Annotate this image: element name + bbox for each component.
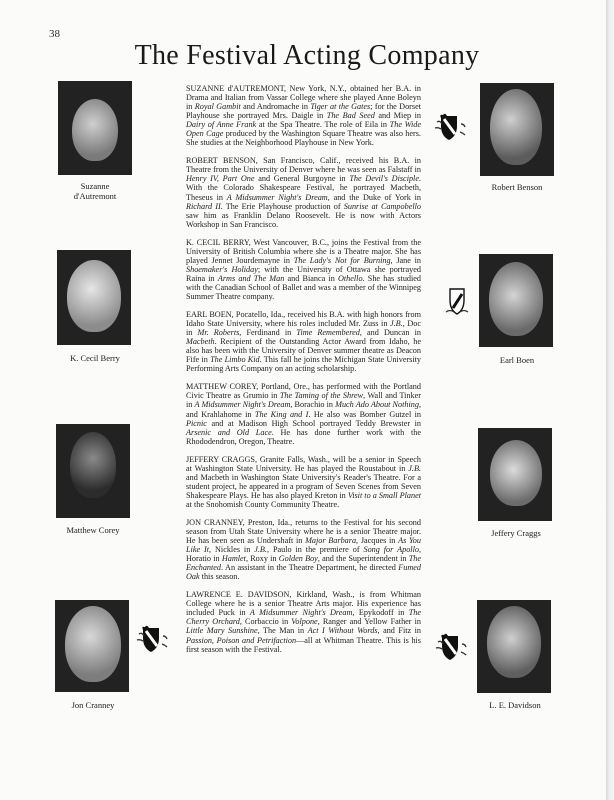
- play-title: A Midsummer Night's Dream: [226, 192, 328, 202]
- play-title: The Lady's Not for Burning: [293, 255, 391, 265]
- play-title: The Bad Seed: [326, 111, 375, 121]
- bio-text: . An assistant in the Theatre Department, he directed: [221, 563, 399, 573]
- play-title: Act I Without Words: [307, 626, 378, 636]
- bio-suzanne-dautremont: [186, 84, 421, 147]
- actor-bios: [186, 84, 421, 663]
- bio-text: , Jacques in: [356, 536, 399, 546]
- play-title: Hamlet: [221, 554, 246, 564]
- bio-text: . The Erie Playhouse production of: [220, 201, 344, 211]
- caption-l-e-davidson: L. E. Davidson: [489, 700, 541, 710]
- play-title: Much Ado About Nothing: [335, 400, 419, 410]
- bio-text: , Roxy in: [245, 554, 279, 564]
- play-title: Tiger at the Gates: [310, 102, 371, 112]
- bio-earl-boen: [186, 310, 421, 373]
- play-title: A Midsummer Night's Dream: [194, 400, 291, 410]
- play-title: Time Remembered: [296, 328, 360, 338]
- play-title: As You Like It: [186, 536, 421, 555]
- caption-jeffery-craggs: Jeffery Craggs: [491, 528, 541, 538]
- play-title: Arms and The Man: [217, 273, 285, 283]
- play-title: Major Barbara: [305, 536, 357, 546]
- play-title: The Wide Open Cage: [186, 120, 421, 139]
- shakespeare-crest-icon: [440, 286, 474, 316]
- bio-text: this season.: [199, 572, 240, 582]
- bio-text: produced by the Washington Square Theatre was also hers. She studies at the Neighborhood Playhouse in New York.: [186, 129, 421, 148]
- bio-text: EARL BOEN, Pocatello, Ida., received his B.A. with high honors from Idaho State University, where his roles included Mr. Zuss in: [186, 310, 421, 329]
- page-edge-shadow: [606, 0, 614, 800]
- bio-text: and Macbeth in Washington State University's Reader's Theatre. For a student project, he appeared in a program of Seven Scenes from Seven Shakespeare Plays. He has also played Kreton in: [186, 472, 421, 500]
- play-title: Othello: [337, 273, 363, 283]
- play-title: J.B.: [408, 463, 421, 473]
- play-title: Dairy of Anne Frank: [186, 120, 257, 130]
- bio-jeffery-craggs: [186, 455, 421, 509]
- bio-text: and Bianca in: [284, 273, 338, 283]
- caption-k-cecil-berry: K. Cecil Berry: [70, 353, 120, 363]
- bio-text: , Corbaccio in: [239, 617, 292, 627]
- bio-text: SUZANNE d'AUTREMONT, New York, N.Y., obtained her B.A. in Drama and Italian from Vassar College where she played Anne Boleyn in: [186, 84, 421, 112]
- bio-text: , and the Superintendent in: [317, 554, 409, 564]
- play-title: The Enchanted: [186, 554, 421, 573]
- photo-k-cecil-berry: [57, 250, 131, 345]
- bio-text: ; for the Dorset Playhouse she portrayed Mrs. Daigle in: [186, 102, 421, 121]
- play-title: Macbeth: [186, 337, 215, 347]
- bio-text: , and Fitz in: [377, 626, 421, 636]
- bio-text: , Epykodoff in: [352, 608, 409, 618]
- bio-text: K. CECIL BERRY, West Vancouver, B.C., joins the Festival from the University of British Columbia where she is a Theatre major. She has played Jennet Jourdemayne in: [186, 237, 421, 265]
- play-title: Royal Gambit: [194, 102, 241, 112]
- play-title: The King and I: [254, 409, 309, 419]
- bio-text: at the Spa Theatre. The role of Eila in: [256, 120, 390, 130]
- caption-robert-benson: Robert Benson: [491, 182, 543, 192]
- play-title: Henry IV, Part One: [186, 174, 255, 184]
- bio-text: . She has studied with the Canadian School of Ballet and was a member of the Winnipeg Summer Theatre company.: [186, 273, 422, 301]
- play-title: Little Mary Sunshine: [186, 626, 258, 636]
- bio-text: ROBERT BENSON, San Francisco, Calif., received his B.A. in Theatre from the University of Denver where he was seen as Falstaff in: [186, 156, 421, 175]
- play-title: Passion, Poison and Petrifaction: [186, 635, 297, 645]
- shakespeare-crest-icon: [433, 112, 467, 142]
- photo-matthew-corey: [56, 424, 130, 518]
- bio-text: . He also was Bomber Gutzel in: [308, 409, 422, 419]
- bio-text: , Wall and Tinker in: [186, 391, 421, 410]
- play-title: The Taming of the Shrew: [279, 391, 364, 401]
- play-title: Fumed Oak: [186, 563, 421, 582]
- play-title: The Cherry Orchard: [186, 608, 421, 627]
- shakespeare-crest-icon: [434, 632, 468, 662]
- bio-text: . With the Colorado Shakespeare Festival, he portrayed Macbeth, Theseus in: [186, 174, 422, 202]
- play-title: A Midsummer Night's Dream: [249, 608, 353, 618]
- bio-text: . He has done further work with the Rhododendron, Oregon, Theatre.: [186, 427, 421, 446]
- photo-robert-benson: [480, 83, 554, 176]
- bio-text: MATTHEW COREY, Portland, Ore., has performed with the Portland Civic Theatre as Grumio in: [186, 382, 421, 401]
- bio-robert-benson: [186, 156, 421, 228]
- bio-text: , Horatio in: [186, 545, 421, 564]
- play-title: Shoemaker's Holiday: [186, 264, 258, 274]
- bio-text: , and Duncan in: [359, 328, 421, 338]
- bio-jon-cranney: [186, 518, 421, 581]
- photo-l-e-davidson: [477, 600, 551, 693]
- play-title: The Devil's Disciple: [349, 174, 419, 184]
- bio-text: , and Krahlahome in: [186, 400, 421, 419]
- bio-text: , Ranger and Yellow Father in: [317, 617, 421, 627]
- caption-jon-cranney: Jon Cranney: [71, 700, 115, 710]
- bio-matthew-corey: [186, 382, 421, 445]
- bio-text: —all at Whitman Theatre. This is his first season with the Festival.: [186, 635, 421, 654]
- caption-suzanne-dautremont: Suzanne d'Autremont: [73, 181, 117, 201]
- bio-text: JON CRANNEY, Preston, Ida., returns to the Festival for his second season from Utah State University where he is a senior Theatre major. He has been seen as Undershaft in: [186, 517, 421, 546]
- play-title: Golden Boy: [278, 554, 318, 564]
- play-title: J.B.: [390, 319, 403, 329]
- bio-text: , Jane in: [390, 255, 421, 265]
- bio-text: LAWRENCE E. DAVIDSON, Kirkland, Wash., is from Whitman College where he is a senior Theatre Arts major. His experience has included Puck in: [186, 590, 421, 618]
- play-title: Picnic: [186, 418, 207, 428]
- bio-text: and Miep in: [374, 111, 421, 121]
- play-title: Richard II: [186, 201, 221, 211]
- play-title: J.B.: [254, 545, 267, 555]
- play-title: Song for Apollo: [363, 545, 419, 555]
- play-title: The Limbo Kid: [210, 355, 260, 365]
- play-title: Arsenic and Old Lace: [186, 427, 272, 437]
- bio-text: , Doc in: [186, 319, 422, 338]
- bio-text: . This fall he joins the Michigan State University Performing Arts Company on an acting scholarship.: [186, 355, 422, 374]
- bio-text: , Borachio in: [290, 400, 336, 410]
- shakespeare-crest-icon: [135, 624, 169, 654]
- photo-jon-cranney: [55, 600, 129, 692]
- bio-text: and General Burgoyne in: [254, 174, 350, 184]
- page-title: The Festival Acting Company: [134, 40, 480, 71]
- bio-text: and Andromache in: [240, 102, 311, 112]
- bio-text: , Paulo in the premiere of: [266, 545, 364, 555]
- photo-suzanne-dautremont: [58, 81, 132, 175]
- play-title: Mr. Roberts: [197, 328, 240, 338]
- play-title: Sunrise at Campobello: [343, 201, 421, 211]
- bio-text: saw him as Franklin Delano Roosevelt. He is now with Actors Workshop in San Francisco.: [186, 210, 421, 229]
- bio-text: JEFFERY CRAGGS, Granite Falls, Wash., will be a senior in Speech at Washington State University. He has played the Roustabout in: [186, 454, 421, 473]
- bio-text: ; with the University of Ottawa she portrayed Raina in: [186, 264, 421, 283]
- bio-text: , Ferdinand in: [239, 328, 297, 338]
- bio-text: , The Man in: [257, 626, 308, 636]
- bio-text: , and the Duke of York in: [327, 192, 422, 202]
- play-title: Volpone: [291, 617, 318, 627]
- photo-earl-boen: [479, 254, 553, 347]
- page-number: 38: [49, 28, 60, 40]
- bio-text: , Nickles in: [209, 545, 255, 555]
- bio-text: . Recipient of the Outstanding Actor Award from Idaho, he also has been with the University of Denver summer theatre as Deacon Fife in: [186, 337, 421, 365]
- play-title: Visit to a Small Planet: [347, 490, 421, 500]
- photo-jeffery-craggs: [478, 428, 552, 521]
- caption-matthew-corey: Matthew Corey: [66, 525, 120, 535]
- bio-text: at the Snohomish County Community Theatre.: [186, 499, 340, 509]
- caption-earl-boen: Earl Boen: [499, 355, 535, 365]
- bio-k-cecil-berry: [186, 238, 421, 301]
- bio-text: and at Madison High School portrayed Teddy Brewster in: [206, 418, 421, 428]
- bio-lawrence-e-davidson: [186, 590, 421, 653]
